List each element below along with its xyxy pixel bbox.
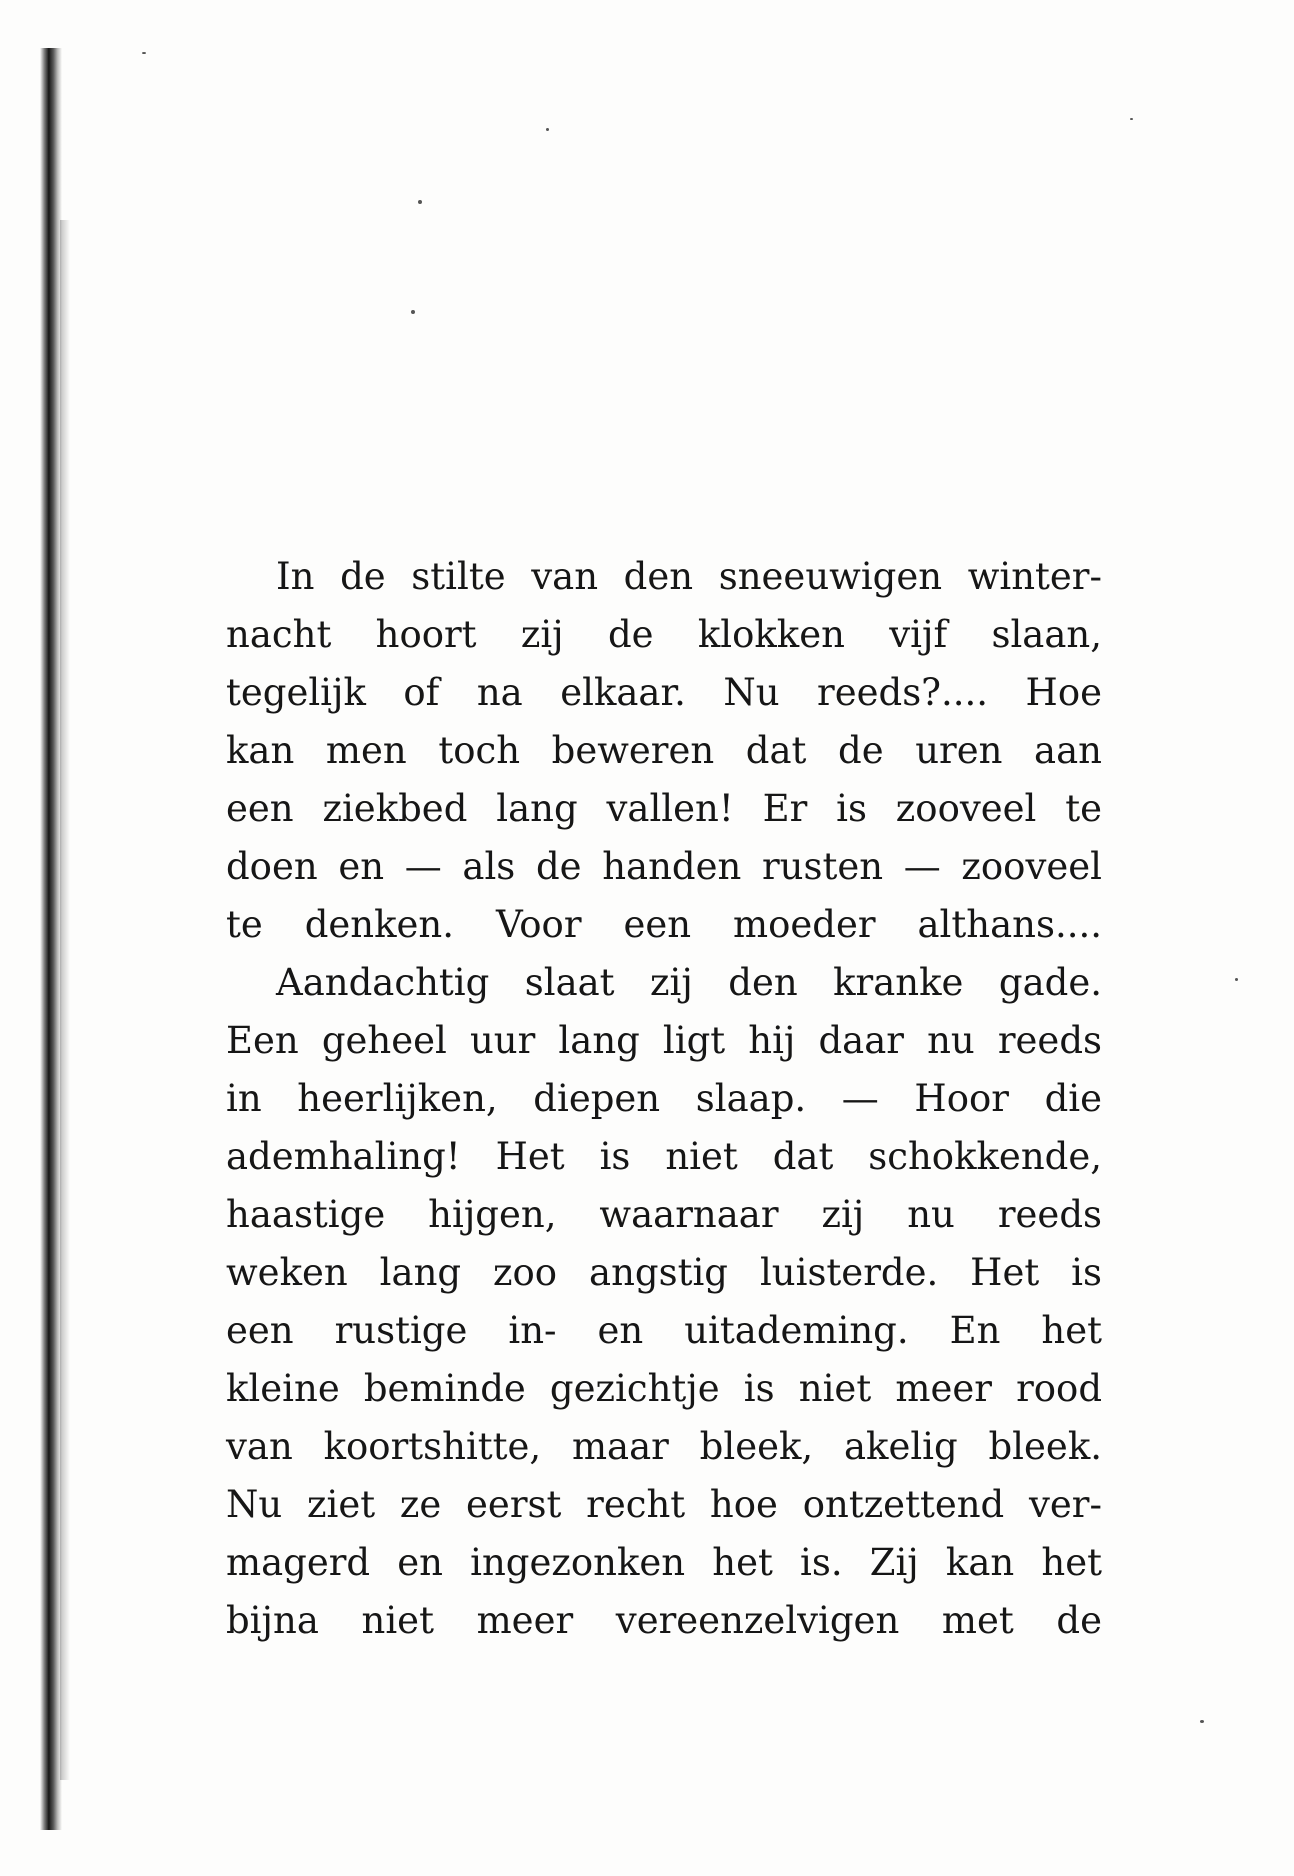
paragraph-2	[226, 954, 1102, 1650]
text-line: bijna niet meer vereenzelvigen met de	[226, 1599, 1102, 1642]
text-line: nacht hoort zij de klokken vijf slaan,	[226, 613, 1102, 656]
text-line: kleine beminde gezichtje is niet meer rood	[226, 1367, 1102, 1410]
paper-speck	[1200, 1720, 1204, 1723]
text-line: Aandachtig slaat zij den kranke gade.	[276, 961, 1102, 1004]
text-line: haastige hijgen, waarnaar zij nu reeds	[226, 1193, 1102, 1236]
text-line: in heerlijken, diepen slaap. — Hoor die	[226, 1077, 1102, 1120]
text-line: weken lang zoo angstig luisterde. Het is	[226, 1251, 1102, 1294]
text-line: van koortshitte, maar bleek, akelig bleek.	[226, 1425, 1102, 1468]
page-binding-shadow	[60, 220, 70, 1780]
text-line: doen en — als de handen rusten — zooveel	[226, 845, 1102, 888]
text-line: In de stilte van den sneeuwigen winter-	[276, 555, 1102, 598]
body-text	[226, 548, 1102, 1650]
text-line: een rustige in- en uitademing. En het	[226, 1309, 1102, 1352]
paper-speck	[1130, 118, 1133, 120]
text-line: kan men toch beweren dat de uren aan	[226, 729, 1102, 772]
text-line: magerd en ingezonken het is. Zij kan het	[226, 1541, 1102, 1584]
paper-speck	[418, 200, 422, 204]
text-line: tegelijk of na elkaar. Nu reeds?.... Hoe	[226, 671, 1102, 714]
text-line: te denken. Voor een moeder althans....	[226, 903, 1102, 946]
text-line: ademhaling! Het is niet dat schokkende,	[226, 1135, 1102, 1178]
text-line: Nu ziet ze eerst recht hoe ontzettend ver-	[226, 1483, 1102, 1526]
paragraph-1	[226, 548, 1102, 954]
page-binding-edge	[40, 48, 62, 1830]
paper-speck	[1235, 978, 1238, 981]
text-line: een ziekbed lang vallen! Er is zooveel te	[226, 787, 1102, 830]
text-line: Een geheel uur lang ligt hij daar nu reeds	[226, 1019, 1102, 1062]
paper-speck	[546, 128, 549, 131]
paper-speck	[411, 310, 415, 314]
paper-speck	[142, 52, 146, 54]
